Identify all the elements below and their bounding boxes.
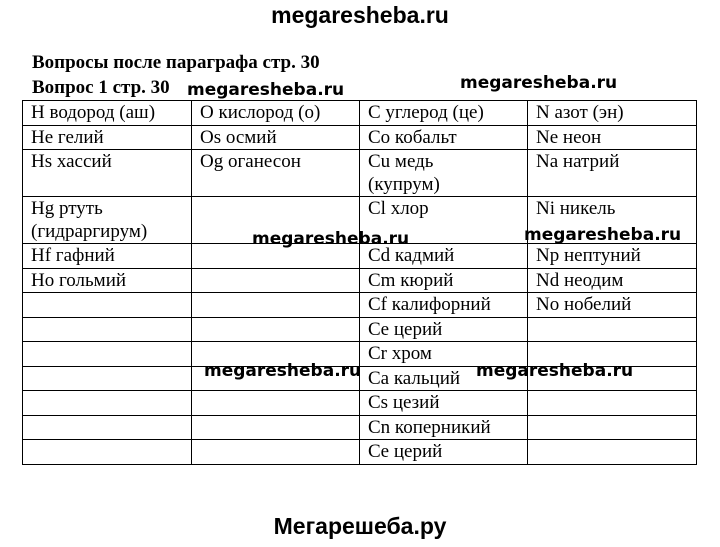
table-cell bbox=[528, 415, 697, 440]
table-cell: Hg ртуть (гидраргирум) bbox=[23, 197, 192, 244]
table-row bbox=[23, 244, 697, 269]
table-cell: Co кобальт bbox=[360, 125, 528, 150]
table-cell bbox=[192, 440, 360, 465]
table-row bbox=[23, 317, 697, 342]
table-cell bbox=[192, 293, 360, 318]
table-cell: O кислород (о) bbox=[192, 101, 360, 126]
table-row bbox=[23, 366, 697, 391]
table-row bbox=[23, 101, 697, 126]
table-cell bbox=[23, 366, 192, 391]
table-cell: C углерод (це) bbox=[360, 101, 528, 126]
table-cell: Cd кадмий bbox=[360, 244, 528, 269]
watermark: megaresheba.ru bbox=[252, 229, 410, 249]
table-cell bbox=[23, 440, 192, 465]
table-cell bbox=[192, 415, 360, 440]
table-cell bbox=[23, 342, 192, 367]
table-row bbox=[23, 293, 697, 318]
table-cell bbox=[23, 317, 192, 342]
table-cell bbox=[192, 391, 360, 416]
question-heading: Вопрос 1 стр. 30 bbox=[32, 77, 170, 98]
site-header-logo[interactable]: megaresheba.ru bbox=[271, 2, 449, 28]
table-row bbox=[23, 415, 697, 440]
site-footer-logo[interactable]: Мегарешеба.ру bbox=[273, 513, 447, 539]
table-cell bbox=[23, 415, 192, 440]
table-cell: Og оганесон bbox=[192, 150, 360, 197]
table-cell bbox=[23, 391, 192, 416]
table-cell: Cn коперникий bbox=[360, 415, 528, 440]
table-cell: N азот (эн) bbox=[528, 101, 697, 126]
table-cell bbox=[192, 197, 360, 244]
table-row bbox=[23, 150, 697, 197]
table-cell bbox=[528, 342, 697, 367]
table-cell bbox=[192, 366, 360, 391]
table-cell bbox=[23, 293, 192, 318]
table-row bbox=[23, 440, 697, 465]
table-cell: Hf гафний bbox=[23, 244, 192, 269]
table-cell bbox=[528, 366, 697, 391]
table-cell: H водород (аш) bbox=[23, 101, 192, 126]
table-cell bbox=[192, 268, 360, 293]
table-cell: Np нептуний bbox=[528, 244, 697, 269]
table-cell: Ni никель bbox=[528, 197, 697, 244]
table-cell: Cr хром bbox=[360, 342, 528, 367]
table-cell: Cf калифорний bbox=[360, 293, 528, 318]
table-cell bbox=[528, 391, 697, 416]
table-cell: Ca кальций bbox=[360, 366, 528, 391]
table-row bbox=[23, 391, 697, 416]
table-cell bbox=[528, 317, 697, 342]
table-cell: No нобелий bbox=[528, 293, 697, 318]
watermark: megaresheba.ru bbox=[476, 361, 634, 381]
table-cell: Hs хассий bbox=[23, 150, 192, 197]
table-cell: Cl хлор bbox=[360, 197, 528, 244]
table-cell: Os осмий bbox=[192, 125, 360, 150]
section-heading: Вопросы после параграфа стр. 30 bbox=[32, 52, 320, 73]
table-cell: Ce церий bbox=[360, 440, 528, 465]
table-cell: Ho гольмий bbox=[23, 268, 192, 293]
table-row bbox=[23, 268, 697, 293]
table-cell: Cu медь (купрум) bbox=[360, 150, 528, 197]
table-cell: He гелий bbox=[23, 125, 192, 150]
table-row bbox=[23, 342, 697, 367]
table-row bbox=[23, 197, 697, 244]
watermark: megaresheba.ru bbox=[524, 225, 682, 245]
watermark: megaresheba.ru bbox=[460, 73, 618, 93]
table-cell: Ne неон bbox=[528, 125, 697, 150]
table-cell: Nd неодим bbox=[528, 268, 697, 293]
watermark: megaresheba.ru bbox=[204, 361, 362, 381]
table-cell bbox=[528, 440, 697, 465]
table-cell: Cs цезий bbox=[360, 391, 528, 416]
table-cell: Ce церий bbox=[360, 317, 528, 342]
elements-table bbox=[22, 100, 697, 465]
table-cell: Cm кюрий bbox=[360, 268, 528, 293]
table-cell: Na натрий bbox=[528, 150, 697, 197]
watermark: megaresheba.ru bbox=[187, 80, 345, 100]
table-cell bbox=[192, 317, 360, 342]
table-cell bbox=[192, 244, 360, 269]
table-row bbox=[23, 125, 697, 150]
table-cell bbox=[192, 342, 360, 367]
